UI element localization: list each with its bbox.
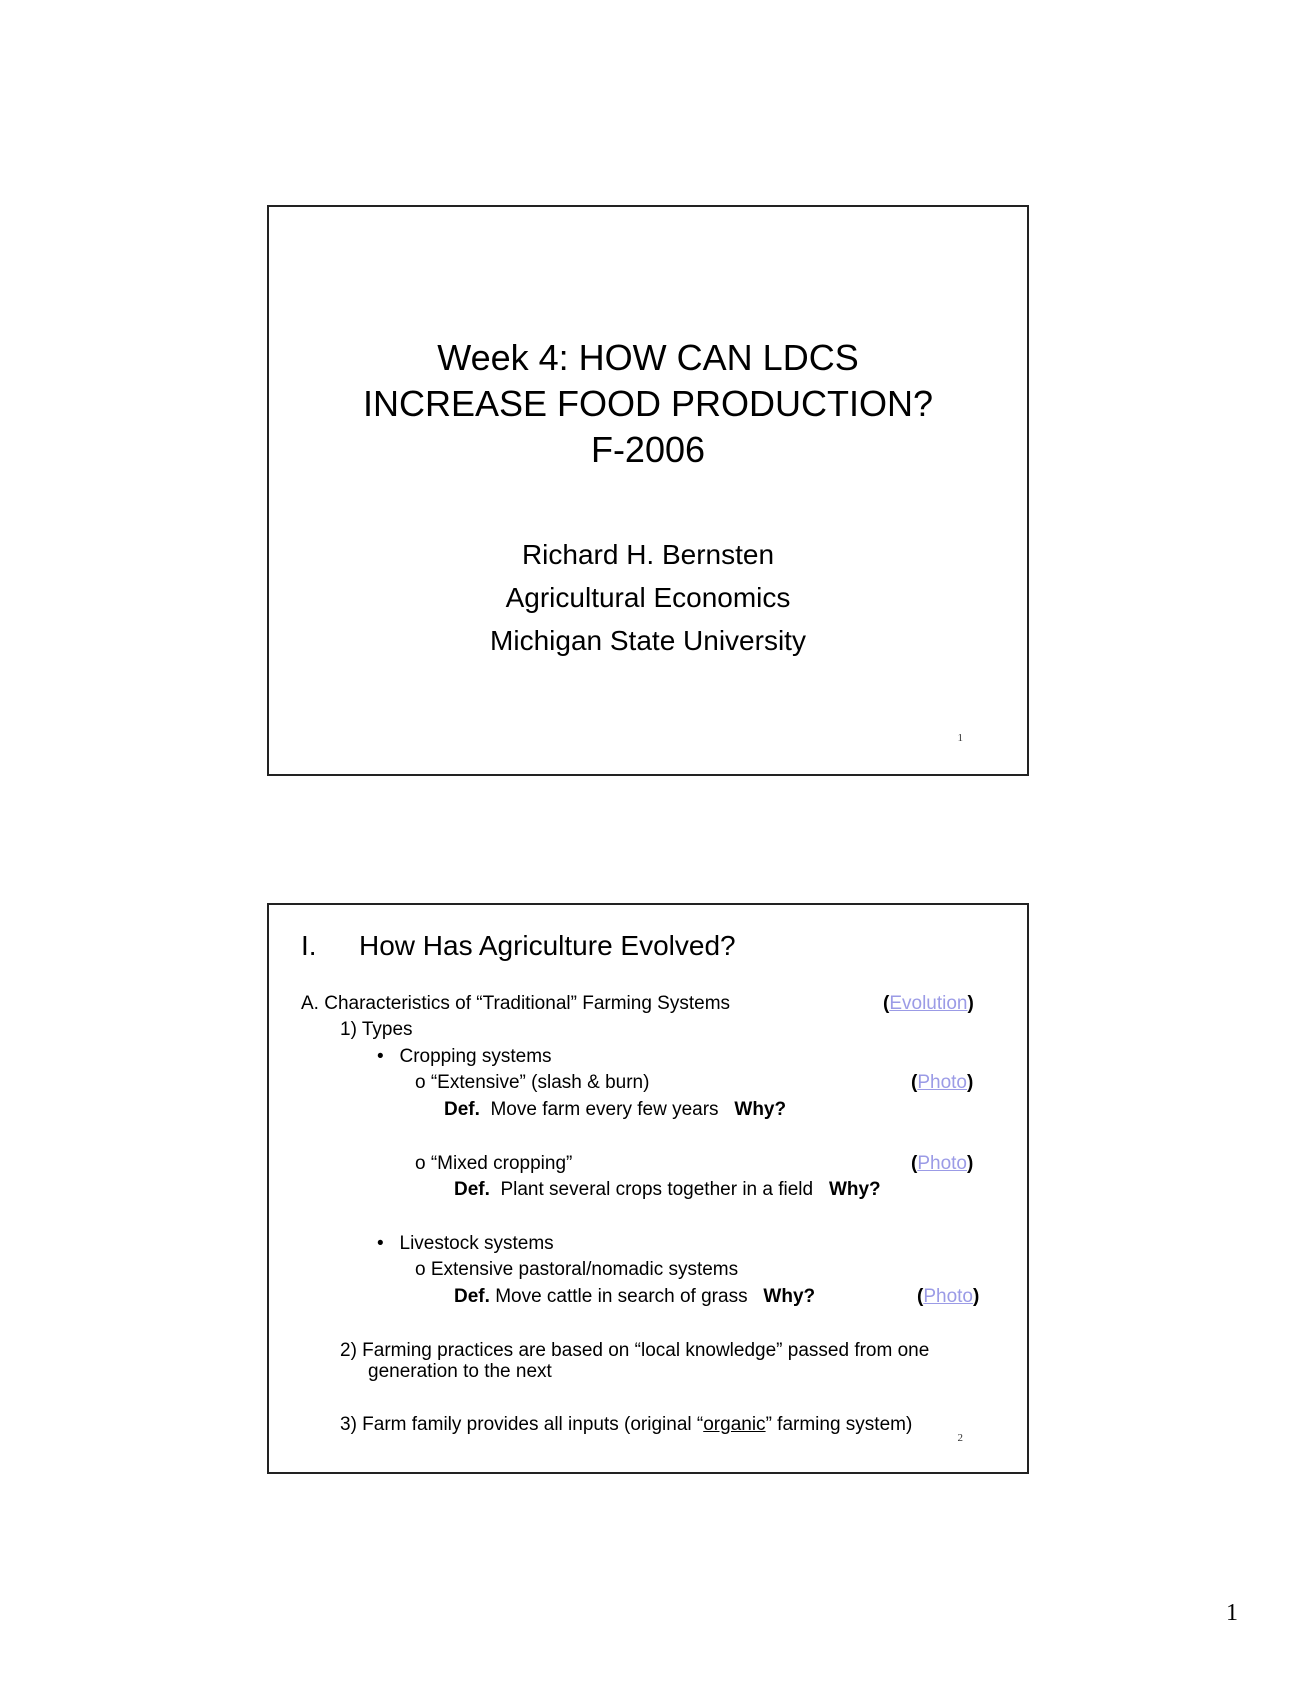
photo-link-3[interactable]: Photo xyxy=(923,1286,973,1307)
author-name: Richard H. Bernsten xyxy=(521,539,775,570)
list-item-cropping: • Cropping systems xyxy=(377,1046,552,1067)
slide-2 xyxy=(267,903,1029,1474)
title-line-2: INCREASE FOOD PRODUCTION? xyxy=(362,383,934,424)
heading-number: I. xyxy=(301,930,317,961)
slide-1 xyxy=(267,205,1029,776)
photo-link-2[interactable]: Photo xyxy=(917,1153,967,1174)
slide-1-number: 1 xyxy=(957,732,963,744)
types-item: 1) Types xyxy=(340,1019,413,1040)
bullet-icon: • xyxy=(377,1233,400,1254)
slide-1-title xyxy=(269,335,1027,473)
organic-term: organic xyxy=(703,1414,766,1435)
extensive-item: o “Extensive” (slash & burn) xyxy=(415,1072,650,1093)
item-2-line-2: generation to the next xyxy=(368,1361,552,1382)
evolution-link-wrap: (Evolution) xyxy=(883,993,974,1014)
slide-2-heading xyxy=(301,930,736,962)
photo-link-wrap-1: (Photo) xyxy=(911,1072,974,1093)
author-university: Michigan State University xyxy=(490,625,806,656)
pastoral-item: o Extensive pastoral/nomadic systems xyxy=(415,1259,739,1280)
list-item-livestock: • Livestock systems xyxy=(377,1233,554,1254)
title-line-1: Week 4: HOW CAN LDCS xyxy=(437,337,859,378)
heading-text: How Has Agriculture Evolved? xyxy=(359,930,736,961)
photo-link-wrap-3: (Photo) xyxy=(917,1286,980,1307)
title-line-3: F-2006 xyxy=(590,429,706,470)
item-2-line-1: 2) Farming practices are based on “local knowledge” passed from one xyxy=(340,1340,930,1361)
photo-link-1[interactable]: Photo xyxy=(917,1072,967,1093)
page-number: 1 xyxy=(1226,1600,1238,1626)
slide-1-author-block xyxy=(269,533,1027,662)
pastoral-definition: Def. Move cattle in search of grass Why? xyxy=(454,1286,816,1307)
item-3: 3) Farm family provides all inputs (original “organic” farming system) xyxy=(340,1414,913,1435)
extensive-definition: Def. Move farm every few years Why? xyxy=(444,1099,787,1120)
photo-link-wrap-2: (Photo) xyxy=(911,1153,974,1174)
bullet-icon: • xyxy=(377,1046,400,1067)
mixed-definition: Def. Plant several crops together in a field Why? xyxy=(454,1179,881,1200)
mixed-item: o “Mixed cropping” xyxy=(415,1153,573,1174)
slide-2-number: 2 xyxy=(957,1432,963,1444)
author-department: Agricultural Economics xyxy=(505,582,791,613)
section-a-heading: A. Characteristics of “Traditional” Farming Systems xyxy=(301,993,731,1014)
evolution-link[interactable]: Evolution xyxy=(889,993,968,1014)
